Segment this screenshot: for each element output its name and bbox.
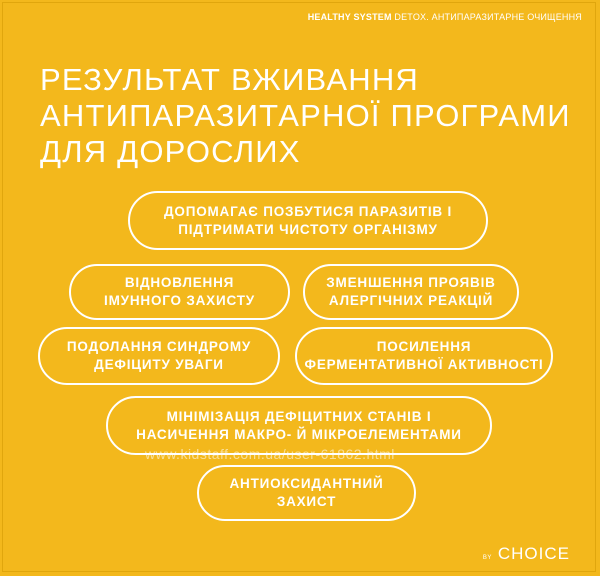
- page-title: [40, 62, 580, 170]
- header-brand: HEALTHY SYSTEM: [307, 12, 392, 22]
- benefit-line: ЗМЕНШЕННЯ ПРОЯВІВ: [326, 275, 496, 290]
- header: [308, 12, 582, 22]
- benefit-line: АЛЕРГІЧНИХ РЕАКЦІЙ: [328, 293, 494, 308]
- title-line-1: РЕЗУЛЬТАТ ВЖИВАННЯ: [40, 62, 419, 97]
- benefit-line: ДЕФІЦИТУ УВАГИ: [94, 357, 224, 372]
- footer-by: BY: [482, 555, 492, 561]
- title-line-3: ДЛЯ ДОРОСЛИХ: [40, 134, 301, 169]
- benefit-line: МІНІМІЗАЦІЯ ДЕФІЦИТНИХ СТАНІВ І: [166, 408, 432, 424]
- benefit-line: НАСИЧЕННЯ МАКРО- Й МІКРОЕЛЕМЕНТАМИ: [136, 426, 462, 442]
- choice-logo: CHOICE: [497, 544, 570, 563]
- benefit-line: ЗАХИСТ: [276, 494, 337, 509]
- benefit-line: ПОДОЛАННЯ СИНДРОМУ: [66, 339, 252, 354]
- benefit-immune: [69, 264, 290, 320]
- benefit-line: ДОПОМАГАЄ ПОЗБУТИСЯ ПАРАЗИТІВ І: [163, 203, 453, 219]
- benefit-line: АНТИОКСИДАНТНИЙ: [229, 476, 384, 491]
- benefit-line: ВІДНОВЛЕННЯ: [124, 275, 235, 290]
- benefit-line: ФЕРМЕНТАТИВНОЇ АКТИВНОСТІ: [304, 357, 544, 372]
- benefit-line: ПОСИЛЕННЯ: [376, 339, 472, 354]
- footer-logo: [483, 544, 570, 564]
- title-line-2: АНТИПАРАЗИТАРНОЇ ПРОГРАМИ: [40, 98, 571, 133]
- benefit-allergy: [303, 264, 519, 320]
- benefit-enzyme: [295, 327, 553, 385]
- benefit-parasites: [128, 191, 488, 250]
- benefit-antioxidant: [197, 465, 416, 521]
- benefit-line: ІМУННОГО ЗАХИСТУ: [104, 293, 255, 308]
- benefit-line: ПІДТРИМАТИ ЧИСТОТУ ОРГАНІЗМУ: [178, 221, 438, 237]
- benefit-attention: [38, 327, 280, 385]
- watermark: www.kidstaff.com.ua/user-61862.html: [145, 446, 395, 462]
- header-subtitle: DETOX. АНТИПАРАЗИТАРНЕ ОЧИЩЕННЯ: [394, 12, 582, 22]
